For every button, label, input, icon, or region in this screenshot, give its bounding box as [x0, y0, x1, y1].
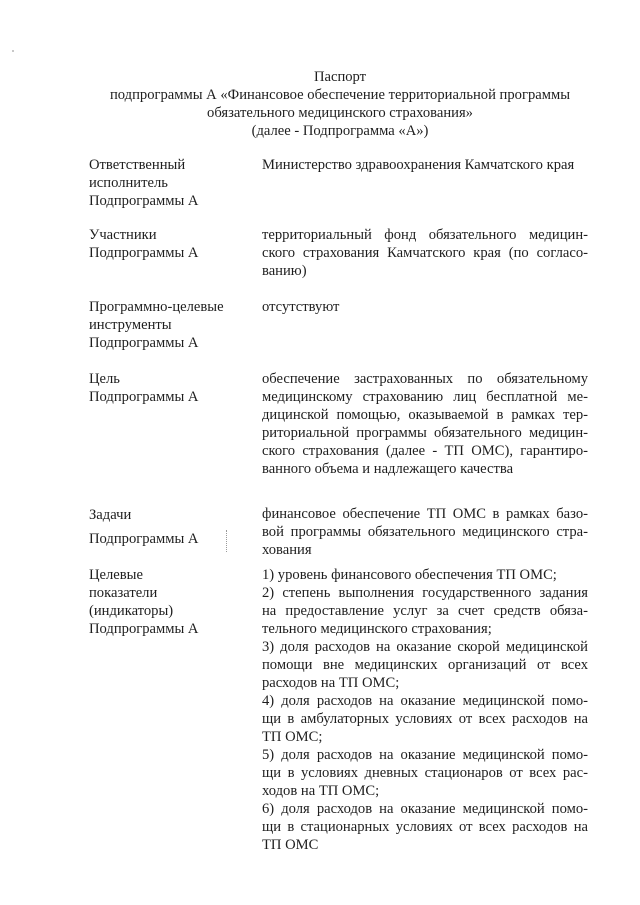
row-participants-label: [89, 226, 249, 262]
header-subtitle-line-1: подпрограммы А «Финансовое обеспечение территориальной программы: [109, 87, 571, 103]
label-line: Подпрограммы А: [89, 245, 199, 261]
value-line: отсутствуют: [262, 299, 340, 315]
row-responsible-label: [89, 156, 249, 210]
value-line: 1) уровень финансового обеспечения ТП ОМС;: [262, 567, 557, 583]
label-line: Цель: [89, 371, 120, 387]
value-line: расходов на ТП ОМС;: [262, 675, 400, 691]
value-line: вой программы обязательного медицинского стра-: [262, 524, 588, 540]
value-line: ского страхования (далее - ТП ОМС), гарантиро-: [262, 443, 588, 459]
label-line: Подпрограммы А: [89, 335, 199, 351]
scan-speck: [12, 50, 14, 52]
value-line: щи в стационарных условиях от всех расходов на: [262, 819, 588, 835]
label-line: Подпрограммы А: [89, 531, 199, 547]
label-line: Программно-целевые: [89, 299, 224, 315]
value-line: щи в амбулаторных условиях от всех расходов на: [262, 711, 588, 727]
value-line: тельного медицинского страхования;: [262, 621, 492, 637]
row-tasks-value: [262, 505, 588, 559]
row-indicators-value: [262, 566, 588, 854]
value-line: ского страхования Камчатского края (по согласо-: [262, 245, 588, 261]
label-line: инструменты: [89, 317, 172, 333]
value-line: 3) доля расходов на оказание скорой медицинской: [262, 639, 588, 655]
value-line: 6) доля расходов на оказание медицинской помо-: [262, 801, 588, 817]
header-subtitle-line-2: обязательного медицинского страхования»: [207, 105, 473, 121]
value-line: хования: [262, 542, 312, 558]
value-line: помощи вне медицинских организаций от всех: [262, 657, 588, 673]
value-line: ТП ОМС: [262, 837, 319, 853]
header-subtitle-line-3: (далее - Подпрограмма «А»): [251, 123, 429, 139]
row-goal-value: [262, 370, 588, 478]
value-line: обеспечение застрахованных по обязательному: [262, 371, 588, 387]
label-line: показатели: [89, 585, 158, 601]
label-line: исполнитель: [89, 175, 168, 191]
row-responsible-value: [262, 156, 588, 174]
value-line: финансовое обеспечение ТП ОМС в рамках базо-: [262, 506, 588, 522]
row-instruments-value: [262, 298, 588, 316]
label-line: Подпрограммы А: [89, 389, 199, 405]
label-line: Ответственный: [89, 157, 186, 173]
value-line: риториальной программы обязательного медицин-: [262, 425, 588, 441]
value-line: 5) доля расходов на оказание медицинской помо-: [262, 747, 588, 763]
scan-mark: [226, 530, 227, 552]
row-instruments-label: [89, 298, 249, 352]
row-participants-value: [262, 226, 588, 280]
value-line: дицинской помощью, оказываемой в рамках тер-: [262, 407, 588, 423]
header-title: Паспорт: [313, 69, 367, 85]
value-line: медицинскому страхованию лиц бесплатной ме-: [262, 389, 588, 405]
value-line: 2) степень выполнения государственного задания: [262, 585, 588, 601]
value-line: ТП ОМС;: [262, 729, 323, 745]
label-line: (индикаторы): [89, 603, 174, 619]
value-line: ванного объема и надлежащего качества: [262, 461, 514, 477]
label-line: Целевые: [89, 567, 143, 583]
value-line: щи в условиях дневных стационаров от всех рас-: [262, 765, 588, 781]
label-line: Участники: [89, 227, 157, 243]
value-line: ходов на ТП ОМС;: [262, 783, 380, 799]
label-line: Задачи: [89, 507, 132, 523]
value-line: Министерство здравоохранения Камчатского края: [262, 157, 575, 173]
row-tasks-label: [89, 505, 249, 549]
label-line: Подпрограммы А: [89, 621, 199, 637]
value-line: 4) доля расходов на оказание медицинской помо-: [262, 693, 588, 709]
value-line: ванию): [262, 263, 307, 279]
label-line: Подпрограммы А: [89, 193, 199, 209]
row-indicators-label: [89, 566, 249, 638]
value-line: территориальный фонд обязательного медицин-: [262, 227, 588, 243]
value-line: на предоставление услуг за счет средств обяза-: [262, 603, 588, 619]
document-header: [40, 68, 640, 140]
row-goal-label: [89, 370, 249, 406]
